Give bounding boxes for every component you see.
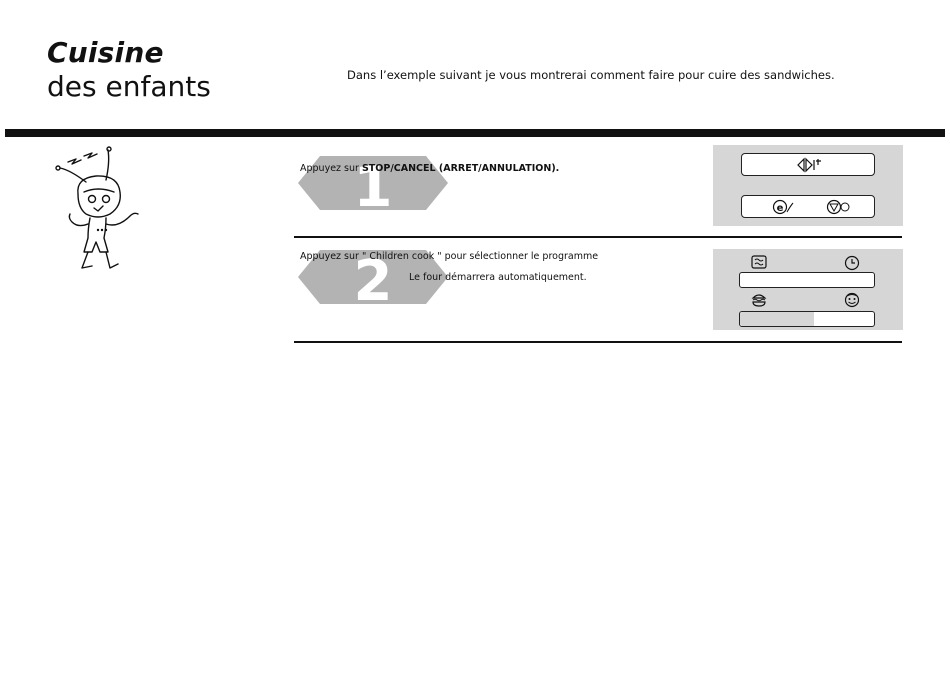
auto-cook-icon[interactable]	[751, 255, 767, 269]
step-divider-1	[294, 236, 902, 238]
eco-start-button-row	[741, 195, 875, 218]
step-1-number-badge	[298, 152, 448, 214]
sandwich-icon[interactable]	[751, 292, 767, 308]
step-divider-2	[294, 341, 902, 343]
intro-text: Dans l’exemple suivant je vous montrerai comment faire pour cuire des sandwiches.	[347, 68, 835, 82]
step-2-number: 2	[353, 249, 393, 308]
stop-cancel-button[interactable]	[741, 153, 875, 176]
children-cook-icon[interactable]	[844, 292, 860, 308]
step-1-instruction: Appuyez sur STOP/CANCEL (ARRET/ANNULATION).	[300, 163, 560, 174]
display-bar	[739, 272, 875, 288]
step-2-note: Le four démarrera automatiquement.	[409, 272, 587, 283]
stop-cancel-icon	[797, 157, 823, 173]
progress-fill	[740, 312, 814, 326]
step-1-control-panel	[713, 145, 903, 226]
eco-icon[interactable]	[772, 199, 794, 215]
svg-text:e: e	[776, 203, 784, 214]
header-divider	[5, 129, 945, 137]
progress-bar	[739, 311, 875, 327]
step-2-instruction: Appuyez sur " Children cook " pour sélectionner le programme	[300, 251, 599, 262]
page-title: Cuisine	[47, 36, 164, 69]
child-mascot-icon	[48, 142, 158, 272]
step-1-number: 1	[353, 155, 393, 214]
page-subtitle: des enfants	[47, 70, 211, 103]
start-icon[interactable]	[826, 199, 852, 215]
clock-icon[interactable]	[844, 255, 860, 271]
step-2-control-panel	[713, 249, 903, 330]
